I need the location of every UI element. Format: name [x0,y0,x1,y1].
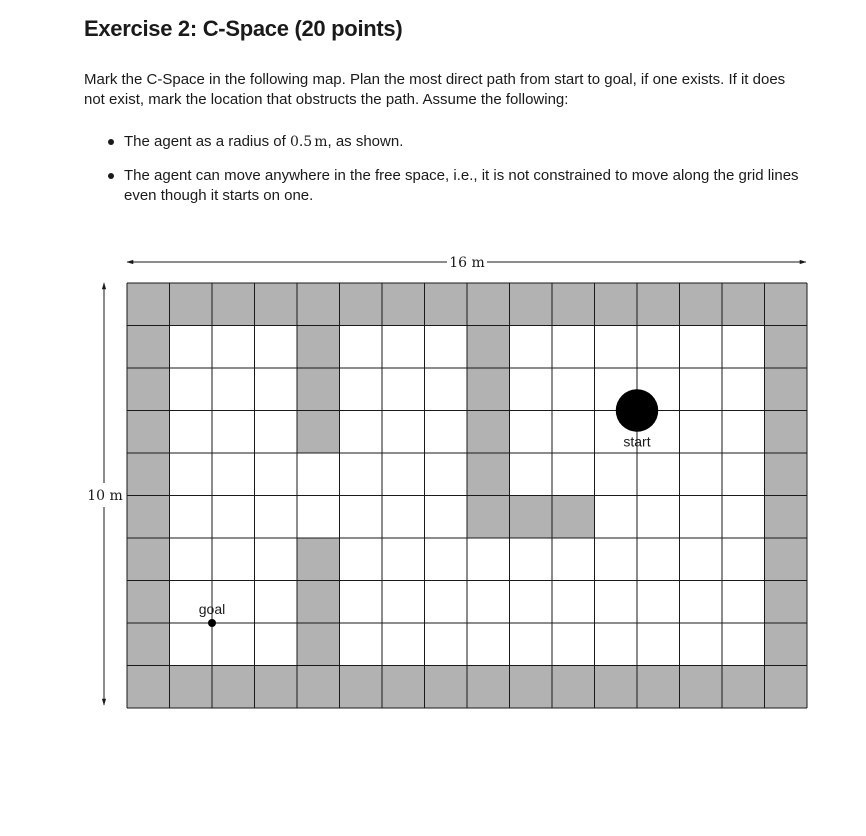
obstacle-cell [255,666,298,709]
obstacle-cell [425,666,468,709]
free-cell [425,538,468,581]
free-cell [637,326,680,369]
free-cell [680,368,723,411]
free-cell [255,538,298,581]
free-cell [425,368,468,411]
obstacle-cell [552,666,595,709]
free-cell [722,453,765,496]
free-cell [510,368,553,411]
obstacle-cell [170,283,213,326]
free-cell [510,411,553,454]
free-cell [297,453,340,496]
obstacle-cell [127,581,170,624]
free-cell [340,581,383,624]
obstacle-cell [510,666,553,709]
obstacle-cell [467,368,510,411]
obstacle-cell [510,496,553,539]
obstacle-cell [297,581,340,624]
free-cell [425,581,468,624]
obstacle-cell [255,283,298,326]
free-cell [170,496,213,539]
obstacle-cell [467,496,510,539]
obstacle-cell [297,411,340,454]
free-cell [382,538,425,581]
free-cell [722,368,765,411]
free-cell [595,581,638,624]
obstacle-cell [170,666,213,709]
free-cell [552,411,595,454]
free-cell [170,623,213,666]
obstacle-cell [765,666,808,709]
free-cell [340,411,383,454]
obstacle-cell [297,368,340,411]
obstacle-cell [382,666,425,709]
free-cell [255,326,298,369]
obstacle-cell [722,283,765,326]
free-cell [680,411,723,454]
free-cell [680,326,723,369]
free-cell [255,453,298,496]
obstacle-cell [297,326,340,369]
free-cell [637,623,680,666]
obstacle-cell [467,666,510,709]
obstacle-cell [765,283,808,326]
free-cell [382,411,425,454]
free-cell [212,411,255,454]
obstacle-cell [127,623,170,666]
free-cell [680,538,723,581]
movement-text: The agent can move anywhere in the free space, i.e., it is not constrained to move along the grid lines even though it starts on one. [124,167,799,204]
radius-unit: m [314,134,328,150]
obstacle-cell [127,283,170,326]
obstacle-cell [467,326,510,369]
obstacle-cell [425,283,468,326]
obstacle-cell [510,283,553,326]
free-cell [340,368,383,411]
free-cell [212,453,255,496]
free-cell [637,581,680,624]
free-cell [340,623,383,666]
obstacle-cell [340,283,383,326]
width-label: 16 m [449,255,485,271]
free-cell [637,496,680,539]
obstacle-cell [297,666,340,709]
obstacle-cell [212,283,255,326]
free-cell [510,538,553,581]
free-cell [595,496,638,539]
free-cell [552,326,595,369]
obstacle-cell [765,368,808,411]
obstacle-cell [127,326,170,369]
obstacle-cell [467,453,510,496]
exercise-title: Exercise 2: C-Space (20 points) [84,16,403,41]
obstacle-cell [127,496,170,539]
free-cell [255,623,298,666]
obstacle-cell [765,538,808,581]
radius-value: 0.5 [289,134,313,150]
free-cell [212,368,255,411]
free-cell [722,411,765,454]
obstacle-cell [637,666,680,709]
free-cell [722,581,765,624]
obstacle-cell [722,666,765,709]
free-cell [425,496,468,539]
free-cell [255,411,298,454]
obstacle-cell [297,623,340,666]
free-cell [595,453,638,496]
obstacle-cell [765,496,808,539]
free-cell [595,623,638,666]
obstacle-cell [637,283,680,326]
obstacle-cell [382,283,425,326]
free-cell [382,326,425,369]
free-cell [722,623,765,666]
free-cell [637,538,680,581]
free-cell [680,453,723,496]
free-cell [510,453,553,496]
obstacle-cell [127,538,170,581]
free-cell [170,368,213,411]
obstacle-cell [595,666,638,709]
free-cell [297,496,340,539]
free-cell [722,496,765,539]
goal-point [208,619,216,627]
free-cell [340,538,383,581]
instructions-paragraph: Mark the C-Space in the following map. Plan the most direct path from start to goal, if one exists. If it does not exist, mark the location that obstructs the path. Assume the following: [84,71,786,108]
free-cell [340,496,383,539]
free-cell [340,326,383,369]
free-cell [170,411,213,454]
free-cell [382,623,425,666]
free-cell [255,581,298,624]
free-cell [722,538,765,581]
free-cell [425,453,468,496]
free-cell [255,368,298,411]
free-cell [382,453,425,496]
agent-disc [616,389,659,432]
obstacle-cell [680,666,723,709]
free-cell [212,623,255,666]
free-cell [382,581,425,624]
obstacle-cell [765,581,808,624]
obstacle-cell [680,283,723,326]
free-cell [212,538,255,581]
obstacle-cell [595,283,638,326]
radius-text-pre: The agent as a radius of [124,133,290,150]
obstacle-cell [765,411,808,454]
obstacle-cell [127,453,170,496]
free-cell [510,581,553,624]
free-cell [255,496,298,539]
obstacle-cell [297,283,340,326]
free-cell [552,368,595,411]
free-cell [637,453,680,496]
free-cell [382,496,425,539]
obstacle-cell [127,368,170,411]
obstacle-cell [765,326,808,369]
free-cell [552,581,595,624]
obstacle-cell [297,538,340,581]
free-cell [382,368,425,411]
free-cell [680,581,723,624]
free-cell [680,623,723,666]
free-cell [170,538,213,581]
obstacle-cell [765,623,808,666]
free-cell [467,581,510,624]
radius-text-post: , as shown. [327,133,404,150]
free-cell [340,453,383,496]
free-cell [680,496,723,539]
free-cell [467,538,510,581]
free-cell [170,453,213,496]
free-cell [552,623,595,666]
free-cell [510,623,553,666]
obstacle-cell [467,411,510,454]
free-cell [170,326,213,369]
obstacle-cell [552,496,595,539]
free-cell [212,326,255,369]
obstacle-cell [340,666,383,709]
obstacle-cell [467,283,510,326]
height-label: 10 m [87,488,123,504]
free-cell [722,326,765,369]
obstacle-cell [552,283,595,326]
free-cell [425,326,468,369]
obstacle-cell [127,666,170,709]
goal-label: goal [198,601,226,617]
obstacle-cell [765,453,808,496]
free-cell [425,411,468,454]
free-cell [595,326,638,369]
free-cell [552,538,595,581]
start-label: start [623,433,651,450]
obstacle-cell [212,666,255,709]
free-cell [212,496,255,539]
free-cell [467,623,510,666]
free-cell [552,453,595,496]
free-cell [595,538,638,581]
free-cell [510,326,553,369]
free-cell [425,623,468,666]
obstacle-cell [127,411,170,454]
